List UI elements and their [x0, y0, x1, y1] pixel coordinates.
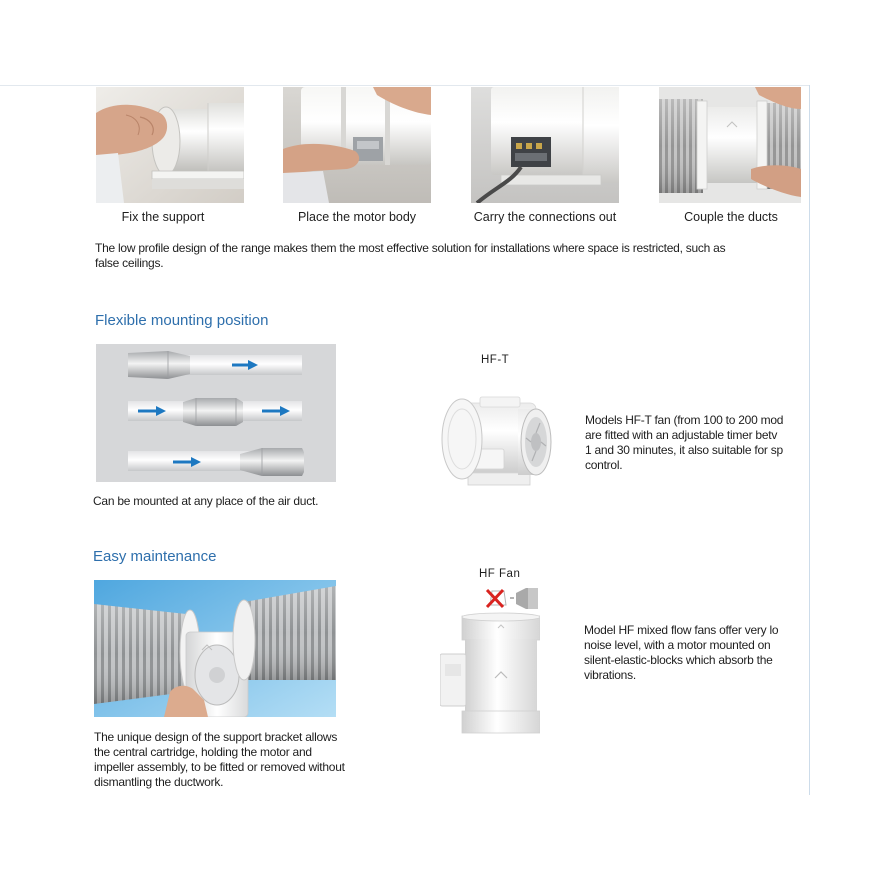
no-vibration-icon: [484, 585, 540, 612]
easy-maintenance-heading: Easy maintenance: [93, 548, 217, 565]
mounting-row-left: [128, 351, 302, 379]
fix-support-photo: [96, 87, 244, 203]
hf-t-description: [585, 413, 802, 475]
hf-t-description-line: are fitted with an adjustable timer betv: [585, 428, 778, 442]
maintenance-description-line: the central cartridge, holding the motor and: [94, 745, 312, 759]
left-flexible-duct: [94, 604, 186, 704]
flexible-mounting-caption: Can be mounted at any place of the air duct.: [93, 494, 319, 508]
hf-fan-description: [584, 623, 802, 683]
fan-unit: [183, 398, 243, 426]
maintenance-description-line: The unique design of the support bracket allows: [94, 730, 338, 744]
right-border: [809, 85, 810, 795]
connections-photo: [471, 87, 619, 203]
hf-fan-description-line: noise level, with a motor mounted on: [584, 638, 771, 652]
hf-t-description-line: Models HF-T fan (from 100 to 200 mod: [585, 413, 784, 427]
hf-fan-description-line: Model HF mixed flow fans offer very lo: [584, 623, 779, 637]
hf-t-description-line: control.: [585, 458, 623, 472]
step-caption-fix-support: Fix the support: [121, 210, 205, 224]
fan-body: [152, 103, 244, 177]
hf-t-description-line: 1 and 30 minutes, it also suitable for sp: [585, 443, 783, 457]
hf-t-label: HF-T: [481, 354, 510, 366]
intro-paragraph: [95, 241, 800, 271]
terminal-box: [511, 137, 551, 167]
mounting-positions-diagram: [96, 344, 336, 482]
step-caption-connections: Carry the connections out: [473, 210, 617, 224]
hf-fan-image: [440, 612, 540, 735]
right-flexible-duct: [244, 586, 336, 680]
place-motor-photo: [283, 87, 431, 203]
fan-body: [491, 87, 619, 185]
couple-ducts-photo: [659, 87, 801, 203]
fan-unit: [128, 351, 190, 379]
hf-t-fan-image: [440, 395, 552, 490]
flexible-mounting-heading: Flexible mounting position: [95, 312, 269, 329]
fan-unit: [240, 448, 304, 476]
hf-fan-description-line: vibrations.: [584, 668, 636, 682]
maintenance-description-line: impeller assembly, to be fitted or removed without: [94, 760, 345, 774]
maintenance-photo: [94, 580, 336, 717]
step-caption-couple-ducts: Couple the ducts: [684, 210, 778, 224]
hf-fan-description-line: silent-elastic-blocks which absorb the: [584, 653, 773, 667]
red-cross-icon: [487, 590, 503, 607]
top-divider: [0, 85, 810, 86]
intro-line: false ceilings.: [95, 256, 164, 270]
vibration-source-icon: [510, 588, 538, 609]
left-flexible-duct: [659, 99, 703, 193]
hf-fan-label: HF Fan: [479, 568, 521, 580]
maintenance-description: [94, 730, 394, 790]
maintenance-description-line: dismantling the ductwork.: [94, 775, 224, 789]
step-caption-place-motor: Place the motor body: [297, 210, 417, 224]
support-bracket: [152, 171, 244, 189]
intro-line: The low profile design of the range makes them the most effective solution for installations where space is restricted, such as: [95, 241, 726, 255]
